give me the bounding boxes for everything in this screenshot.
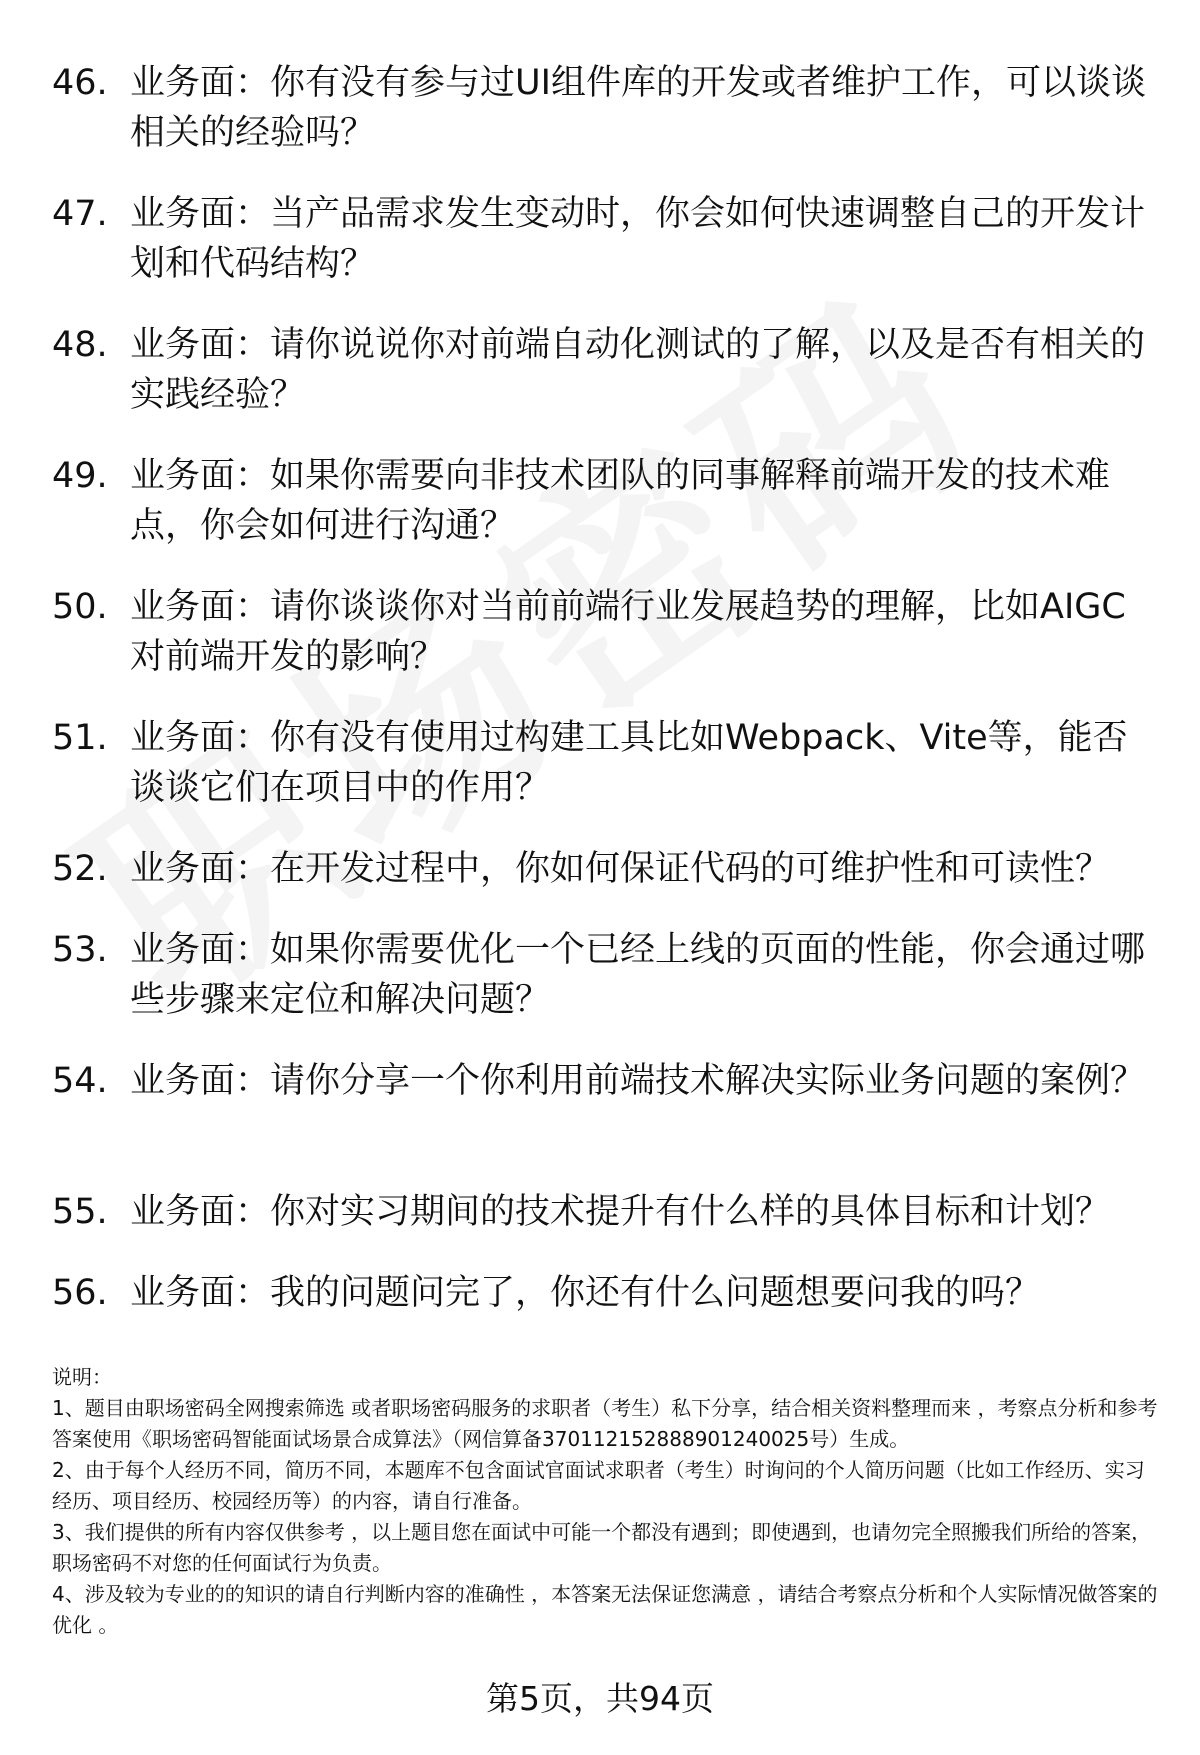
notes-heading: 说明： <box>52 1365 112 1389</box>
question-number: 46. <box>52 63 108 103</box>
question-item <box>52 713 1152 844</box>
question-number: 52. <box>52 849 108 889</box>
question-item <box>52 925 1152 1056</box>
question-number: 53. <box>52 930 108 970</box>
note-item: 2、由于每个人经历不同，简历不同，本题库不包含面试官面试求职者（考生）时询问的个人简历问题（比如工作经历、实习经历、项目经历、校园经历等）的内容，请自行准备。 <box>52 1458 1145 1513</box>
note-item: 1、题目由职场密码全网搜索筛选 或者职场密码服务的求职者（考生）私下分享，结合相关资料整理而来 ，考察点分析和参考答案使用《职场密码智能面试场景合成算法》（网信算备370112152888901240025号）生成。 <box>52 1396 1158 1451</box>
question-item <box>52 1187 1152 1268</box>
question-text: 业务面：在开发过程中，你如何保证代码的可维护性和可读性？ <box>130 849 1111 889</box>
question-number: 56. <box>52 1273 108 1313</box>
question-number: 54. <box>52 1061 108 1101</box>
question-text: 业务面：如果你需要向非技术团队的同事解释前端开发的技术难点，你会如何进行沟通？ <box>130 456 1111 546</box>
question-number: 47. <box>52 194 108 234</box>
notes-section <box>52 1362 1162 1641</box>
question-list <box>52 58 1152 1349</box>
page-number: 第5页，共94页 <box>486 1679 714 1718</box>
question-text: 业务面：你有没有使用过构建工具比如Webpack、Vite等，能否谈谈它们在项目中的作用？ <box>130 718 1128 808</box>
note-item: 4、涉及较为专业的的知识的请自行判断内容的准确性 ，本答案无法保证您满意 ，请结合考察点分析和个人实际情况做答案的优化 。 <box>52 1582 1158 1637</box>
question-item <box>52 844 1152 925</box>
question-number: 49. <box>52 456 108 496</box>
note-item: 3、我们提供的所有内容仅供参考 ，以上题目您在面试中可能一个都没有遇到；即使遇到，也请勿完全照搬我们所给的答案，职场密码不对您的任何面试行为负责。 <box>52 1520 1152 1575</box>
question-text: 业务面：我的问题问完了，你还有什么问题想要问我的吗？ <box>130 1273 1041 1313</box>
question-text: 业务面：请你说说你对前端自动化测试的了解，以及是否有相关的实践经验？ <box>130 325 1146 415</box>
question-text: 业务面：请你谈谈你对当前前端行业发展趋势的理解，比如AIGC对前端开发的影响？ <box>130 587 1126 677</box>
question-item <box>52 189 1152 320</box>
question-text: 业务面：当产品需求发生变动时，你会如何快速调整自己的开发计划和代码结构？ <box>130 194 1146 284</box>
question-item <box>52 451 1152 582</box>
question-item <box>52 1056 1152 1187</box>
question-text: 业务面：请你分享一个你利用前端技术解决实际业务问题的案例？ <box>130 1061 1146 1101</box>
question-number: 55. <box>52 1192 108 1232</box>
question-number: 50. <box>52 587 108 627</box>
question-item <box>52 58 1152 189</box>
question-number: 48. <box>52 325 108 365</box>
question-item <box>52 1268 1152 1349</box>
question-item <box>52 320 1152 451</box>
question-number: 51. <box>52 718 108 758</box>
question-text: 业务面：如果你需要优化一个已经上线的页面的性能，你会通过哪些步骤来定位和解决问题？ <box>130 930 1146 1020</box>
question-text: 业务面：你对实习期间的技术提升有什么样的具体目标和计划？ <box>130 1192 1111 1232</box>
question-text: 业务面：你有没有参与过UI组件库的开发或者维护工作，可以谈谈相关的经验吗？ <box>130 63 1146 153</box>
question-item <box>52 582 1152 713</box>
